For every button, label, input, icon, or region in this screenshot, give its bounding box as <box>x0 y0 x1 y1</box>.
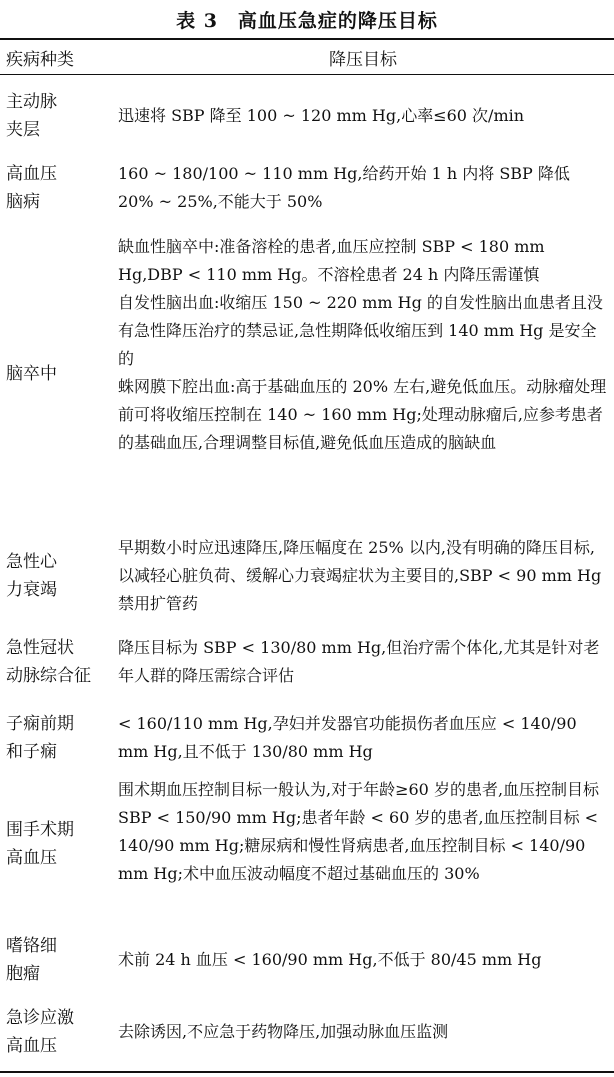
row-category: 子痫前期 和子痫 <box>6 714 74 762</box>
row-category: 围手术期 高血压 <box>6 820 74 868</box>
row-target <box>118 534 608 618</box>
row-target <box>118 946 608 974</box>
table-title: 表 3 高血压急症的降压目标 <box>176 10 438 32</box>
row-target <box>118 776 608 888</box>
target-paragraph: 蛛网膜下腔出血:高于基础血压的 20% 左右,避免低血压。动脉瘤处理前可将收缩压控制在 140 ~ 160 mm Hg;处理动脉瘤后,应参考患者的基础血压,合理调整目标值,避免低血压造成的脑缺血 <box>118 377 607 452</box>
bottom-rule <box>0 1071 614 1073</box>
header-target: 降压目标 <box>329 50 397 70</box>
row-category: 急性冠状 动脉综合征 <box>6 638 91 686</box>
row-target <box>118 233 608 457</box>
target-paragraph: 早期数小时应迅速降压,降压幅度在 25% 以内,没有明确的降压目标,以减轻心脏负荷、缓解心力衰竭症状为主要目的,SBP < 90 mm Hg 禁用扩管药 <box>118 538 602 613</box>
row-target <box>118 710 608 766</box>
target-paragraph: 缺血性脑卒中:准备溶栓的患者,血压应控制 SBP < 180 mm Hg,DBP < 110 mm Hg。不溶栓患者 24 h 内降压需谨慎 <box>118 237 545 284</box>
row-target <box>118 102 608 130</box>
target-paragraph: 去除诱因,不应急于药物降压,加强动脉血压监测 <box>118 1022 449 1041</box>
row-target <box>118 1018 608 1046</box>
target-paragraph: 自发性脑出血:收缩压 150 ~ 220 mm Hg 的自发性脑出血患者且没有急性降压治疗的禁忌证,急性期降低收缩压到 140 mm Hg 是安全的 <box>118 293 603 368</box>
row-category: 脑卒中 <box>6 364 57 384</box>
row-category: 高血压 脑病 <box>6 164 57 212</box>
top-rule <box>0 38 614 40</box>
target-paragraph: 围术期血压控制目标一般认为,对于年龄≥60 岁的患者,血压控制目标 SBP < 150/90 mm Hg;患者年龄 < 60 岁的患者,血压控制目标 < 140/90 mm Hg;糖尿病和慢性肾病患者,血压控制目标 < 140/90 mm Hg;术中血压波动幅度不超过基础血压的 30% <box>118 780 600 883</box>
target-paragraph: 迅速将 SBP 降至 100 ~ 120 mm Hg,心率≤60 次/min <box>118 106 525 125</box>
row-category: 嗜铬细 胞瘤 <box>6 936 57 984</box>
target-paragraph: < 160/110 mm Hg,孕妇并发器官功能损伤者血压应 < 140/90 mm Hg,且不低于 130/80 mm Hg <box>118 714 577 761</box>
row-target <box>118 634 608 690</box>
header-disease-category: 疾病种类 <box>6 50 74 70</box>
row-target <box>118 160 608 216</box>
target-paragraph: 160 ~ 180/100 ~ 110 mm Hg,给药开始 1 h 内将 SBP 降低 20% ~ 25%,不能大于 50% <box>118 164 570 211</box>
row-category: 急诊应激 高血压 <box>6 1008 74 1056</box>
target-paragraph: 术前 24 h 血压 < 160/90 mm Hg,不低于 80/45 mm Hg <box>118 950 542 969</box>
row-category: 主动脉 夹层 <box>6 92 57 140</box>
target-paragraph: 降压目标为 SBP < 130/80 mm Hg,但治疗需个体化,尤其是针对老年人群的降压需综合评估 <box>118 638 600 685</box>
header-rule <box>0 74 614 75</box>
row-category: 急性心 力衰竭 <box>6 552 57 600</box>
